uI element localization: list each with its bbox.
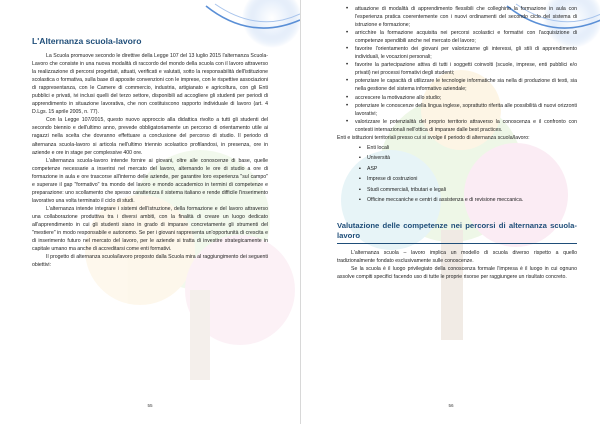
enti-intro: Enti e istituzioni territoriali presso cui si svolge il periodo di alternanza scuola/lavoro: <box>337 134 530 141</box>
list-item: • accrescere la motivazione allo studio; <box>355 94 577 102</box>
section-heading: Valutazione delle competenze nei percorsi di alternanza scuola-lavoro <box>337 221 577 244</box>
list-item: ▪ Imprese di costruzioni <box>367 174 577 185</box>
paragraph: Il progetto di alternanza scuola/lavoro proposto dalla Scuola mira al raggiungimento dei seguenti obiettivi: <box>32 254 268 269</box>
right-page <box>300 0 600 424</box>
enti-list <box>337 143 577 206</box>
paragraph: L'alternanza scuola – lavoro implica un modello di scuola diverso rispetto a quello tradizionalmente fondato esclusivamente sulle conoscenze. <box>337 249 577 264</box>
list-item: ▪ Officine meccaniche e centri di assistenza e di revisione meccanica. <box>367 195 577 206</box>
list-item: • potenziare le capacità di utilizzare le tecnologie informatiche sia nella di produzione di testi, sia nella gestione del sistema informativo aziendale; <box>355 77 577 93</box>
paragraph: L'alternanza intende integrare i sistemi dell'istruzione, della formazione e del lavoro attraverso una collaborazione produttiva tra i diversi ambiti, con la finalità di creare un luogo dedicato all'apprendimento in cui gli studenti siano in grado di imparare concretamente gli strumenti del "mestiere" in modo responsabile e autonomo. Se per i giovani rappresenta un'opportunità di crescita e di inserimento futuro nel mercato del lavoro, per le aziende si tratta di investire strategicamente in capitale umano ma anche di accreditarsi come enti formativi. <box>32 205 268 253</box>
list-item: • favorire la partecipazione attiva di tutti i soggetti coinvolti (scuole, imprese, enti pubblici e/o privati) nei processi formativi degli studenti; <box>355 61 577 77</box>
list-item: • valorizzare le potenzialità del proprio territorio attraverso la conoscenza e il confronto con contesti internazionali nell'ottica di imparare dalle best practices. <box>355 118 577 134</box>
list-item: • potenziare le conoscenze della lingua inglese, soprattutto riferita alle possibilità di nuovi orizzonti lavorativi; <box>355 102 577 118</box>
objectives-list <box>337 5 577 134</box>
paragraph: Con la Legge 107/2015, questo nuovo approccio alla didattica rivolto a tutti gli studenti del secondo biennio e dell'ultimo anno, prevede obbligatoriamente un percorso di orientamento utile ai ragazzi nella scelta che dovranno effettuare a conclusione del percorso di studio. Il periodo di alternanza scuola-lavoro si articola nell'ultimo triennio scolastico profilandosi, in presenza, ore in aziende e ore in stage per complessive 400 ore. <box>32 117 268 156</box>
page-number: 56 <box>448 403 454 408</box>
paragraph: Se la scuola è il luogo privilegiato della conoscenza formale l'impresa è il luogo in cui ognuno assolve compiti specifici facendo uso di tutte le proprie risorse per raggiungere un risultato concreto. <box>337 265 577 280</box>
list-item: ▪ Enti locali <box>367 143 577 154</box>
right-page-text <box>337 5 577 281</box>
list-item: • arricchire la formazione acquisita nei percorsi scolastici e formativi con l'acquisizione di competenze spendibili anche nel mercato del lavoro; <box>355 29 577 45</box>
page-heading: L'Alternanza scuola-lavoro <box>32 36 142 46</box>
page-number: 55 <box>147 403 153 408</box>
paragraph: L'alternanza scuola-lavoro intende fornire ai giovani, oltre alle conoscenze di base, quelle competenze necessarie a inserirsi nel mercato del lavoro, alternando le ore di studio a ore di formazione in aula e ore trascorse all'interno delle aziende, per garantire loro esperienza "sul campo" e superare il gap "formativo" tra mondo del lavoro e mondo accademico in termini di competenze e preparazione: uno scollamento che spesso caratterizza il sistema italiano e rende difficile l'inserimento lavorativo una volta terminato il ciclo di studi. <box>32 157 268 204</box>
list-item: ▪ ASP <box>367 164 577 175</box>
list-item: • favorire l'orientamento dei giovani per valorizzarne gli interessi, gli stili di apprendimento individuali, le vocazioni personali; <box>355 45 577 61</box>
left-page-text <box>32 36 268 269</box>
list-item: • attuazione di modalità di apprendimento flessibili che colleghino la formazione in aula con l'esperienza pratica coerentemente con i nuovi ordinamenti del secondo ciclo del sistema di istruzione e formazione; <box>355 5 577 29</box>
list-item: ▪ Università <box>367 153 577 164</box>
list-item: ▪ Studi commerciali, tributari e legali <box>367 185 577 196</box>
paragraph: La Scuola promuove secondo le direttive della Legge 107 del 13 luglio 2015 l'alternanza Scuola-Lavoro che consiste in una nuova modalità di raccordo del mondo della scuola con il lavoro attraverso la realizzazione di percorsi progettati, attuati, verificati e valutati, sotto la responsabilità dell'istituzione scolastica o formativa, sulla base di apposite convenzioni con le imprese, con le rispettive associazioni di rappresentanza, con le Camere di commercio, industria, artigianato e agricoltura, con gli Enti pubblici e privati, ivi inclusi quelli del terzo settore, disponibili ad accogliere gli studenti per periodi di apprendimento in situazione lavorativa, che non costituiscono rapporto individuale di lavoro (art. 4 D.Lgs. 15 aprile 2005, n. 77). <box>32 53 268 116</box>
